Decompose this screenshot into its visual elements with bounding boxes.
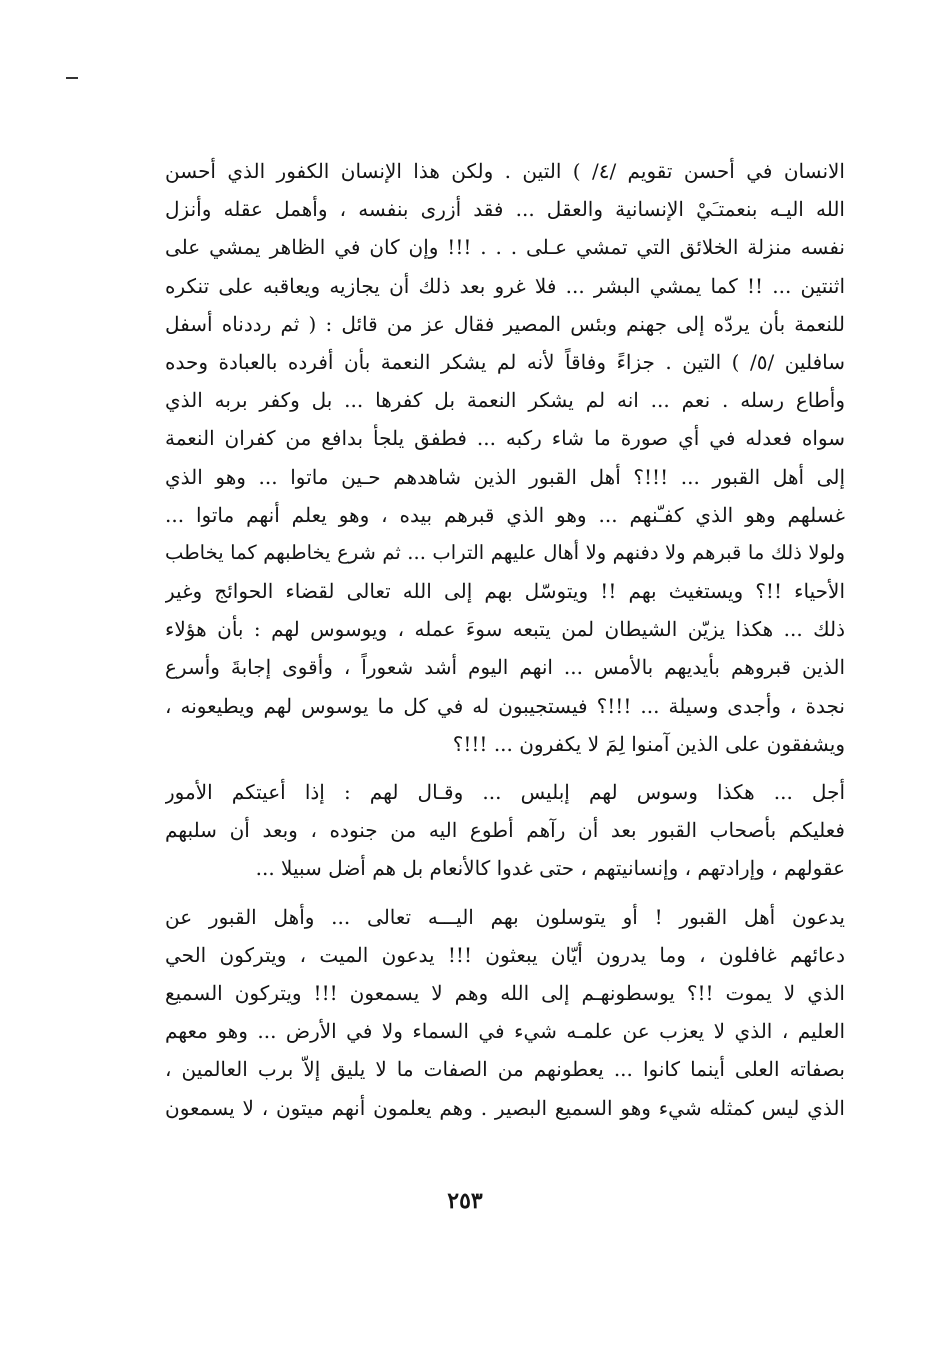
- text-line: أجل ... هكذا وسوس لهم إبليس ... وقـال لهم : إذا أعيتكم الأمور: [165, 780, 845, 804]
- text-line: للنعمة بأن يردّه إلى جهنم وبئس المصير فقال عز من قائل : ( ثم رددناه أسفل: [165, 311, 845, 336]
- text-line: يدعون أهل القبور ! أو يتوسلون بهم اليـــه تعالى ... وأهل القبور عن: [165, 904, 845, 929]
- text-line: غسلهم وهو الذي كفـّنهم ... وهو الذي قبرهم بيده ، وهو يعلم أنهم ماتوا ...: [165, 502, 845, 527]
- text-line: الذي ليس كمثله شيء وهو السميع البصير . وهم يعلمون أنهم ميتون ، لا يسمعون: [165, 1095, 845, 1120]
- text-line: نجدة ، وأجدى وسيلة ... !!!؟ فيستجيبون له في كل ما يوسوس لهم ويطيعونه ،: [165, 693, 845, 718]
- text-line: إلى أهل القبور ... !!!؟ أهل القبور الذين شاهدهم حـين ماتوا ... وهو الذي: [165, 464, 845, 489]
- text-line: ويشفقون على الذين آمنوا لِمَ لا يكفرون ... !!!؟: [452, 731, 845, 756]
- text-line: الانسان في أحسن تقويم /٤/ ) التين . ولكن هذا الإنسان الكفور الذي أحسن: [165, 159, 845, 183]
- paragraph-3: [165, 898, 845, 1127]
- text-line: ولولا ذلك ما قبرهم ولا دفنهم ولا أهال عليهم التراب ... ثم شرع يخاطبهم كما يخاطب: [165, 540, 845, 564]
- text-line: ذلك ... هكذا يزيّن الشيطان لمن يتبعه سوءَ عمله ، ويوسوس لهم : بأن هؤلاء: [165, 617, 845, 642]
- body-text: [165, 152, 845, 1127]
- text-line: دعائهم غافلون ، وما يدرون أيّان يبعثون !!! يدعون الميت ، ويتركون الحي: [165, 942, 845, 967]
- paragraph-2: [165, 773, 845, 888]
- margin-mark: [66, 77, 78, 79]
- text-line: بصفاته العلى أينما كانوا ... يعطونهم من الصفات ما لا يليق إلاّ برب العالمين ،: [165, 1057, 845, 1082]
- paragraph-1: [165, 152, 845, 763]
- page-number: ٢٥٣: [447, 1188, 483, 1214]
- text-line: الذي لا يموت !!؟ يوسطونهـم إلى الله وهم لا يسمعون !!! ويتركون السميع: [165, 980, 845, 1005]
- text-line: العليم ، الذي لا يعزب عن علمـه شيء في السماء ولا في الأرض ... وهو معهم: [165, 1019, 845, 1044]
- text-line: فعليكم بأصحاب القبور بعد أن رآهم أطوع اليه من جنوده ، وبعد أن سلبهم: [165, 818, 845, 843]
- text-line: وأطاع رسله . نعم ... انه لم يشكر النعمة بل كفرها ... بل وكفر بربه الذي: [165, 388, 845, 413]
- text-line: سافلين /٥/ ) التين . جزاءً وفاقاً لأنه لم يشكر النعمة بأن أفرده بالعبادة وحده: [165, 349, 845, 374]
- text-line: سواه فعدله في أي صورة ما شاء ركبه ... فطفق يلجأ بدافع من كفران النعمة: [165, 426, 845, 451]
- text-line: الذين قبروهم بأيديهم بالأمس ... انهم اليوم أشد شعوراً ، وأقوى إجابةَ وأسرع: [165, 655, 845, 680]
- text-line: الأحياء !!؟ ويستغيث بهم !! ويتوسّل بهم إلى الله تعالى لقضاء الحوائج وغير: [165, 579, 845, 604]
- text-line: نفسه منزلة الخلائق التي تمشي عـلى . . . !!! وإن كان في الظاهر يمشي على: [165, 235, 845, 260]
- text-line: الله اليـه بنعمتـَيْ الإنسانية والعقل ... فقد أزرى بنفسه ، وأهمل عقله وأنزل: [165, 197, 845, 222]
- text-line: اثنتين ... !! كما يمشي البشر ... فلا غرو بعد ذلك أن يجازيه ويعاقبه على تنكره: [165, 273, 845, 298]
- text-line: عقولهم ، وإرادتهم ، وإنسانيتهم ، حتى غدوا كالأنعام بل هم أضل سبيلا ...: [255, 856, 845, 881]
